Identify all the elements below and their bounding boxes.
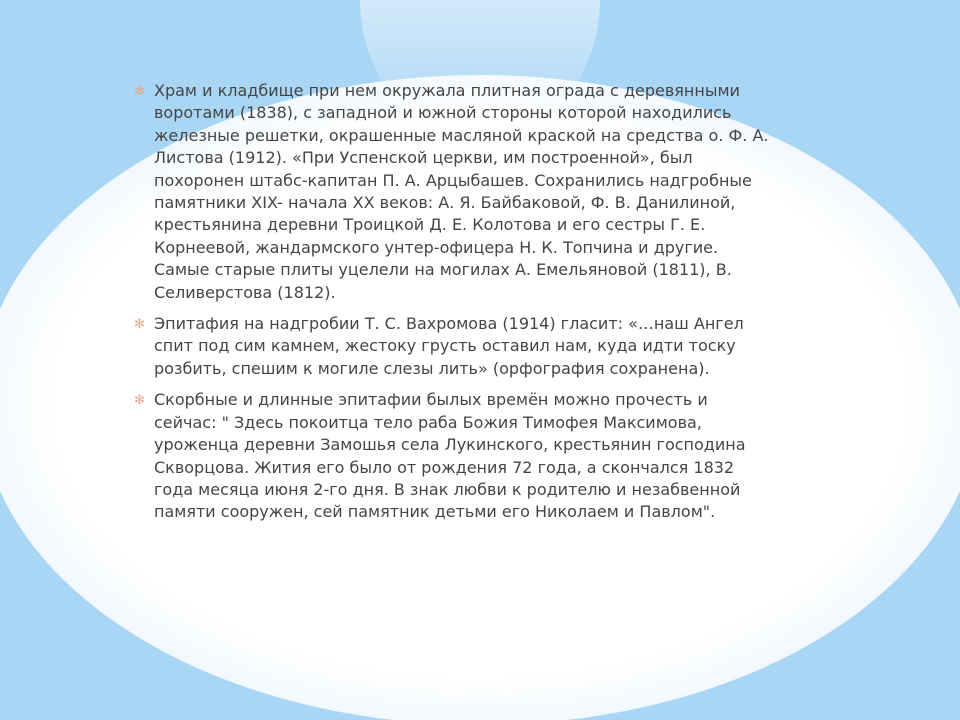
bullet-text: Эпитафия на надгробии Т. С. Вахромова (1914) гласит: «…наш Ангел спит под сим камнем, жестоку грусть оставил нам, куда идти тоску розбить, спешим к могиле слезы лить» (орфография сохранена).	[154, 314, 744, 378]
bullet-item	[130, 389, 770, 523]
bullet-text: Скорбные и длинные эпитафии былых времён можно прочесть и сейчас: " Здесь покоитца тело раба Божия Тимофея Максимова, уроженца деревни Замошья села Лукинского, крестьянин господина Скворцова. Жития его было от рождения 72 года, а скончался 1832 года месяца июня 2-го дня. В знак любви к родителю и незабвенной памяти сооружен, сей памятник детьми его Николаем и Павлом".	[154, 390, 746, 522]
bullet-item	[130, 80, 770, 304]
bullet-star-icon: ✻	[134, 393, 145, 409]
slide-body	[130, 80, 770, 533]
bullet-text: Храм и кладбище при нем окружала плитная ограда с деревянными воротами (1838), с западной и южной стороны которой находились железные решетки, окрашенные масляной краской на средства о. Ф. А. Листова (1912). «При Успенской церкви, им построенной», был похоронен штабс-капитан П. А. Арцыбашев. Сохранились надгробные памятники XIX- начала XX веков: А. Я. Байбаковой, Ф. В. Данилиной, крестьянина деревни Троицкой Д. Е. Колотова и его сестры Г. Е. Корнеевой, жандармского унтер-офицера Н. К. Топчина и другие. Самые старые плиты уцелели на могилах А. Емельяновой (1811), В. Селиверстова (1812).	[154, 81, 769, 302]
bullet-item	[130, 313, 770, 380]
bullet-star-icon: ✻	[134, 84, 145, 99]
bullet-star-icon: ✻	[134, 317, 145, 333]
